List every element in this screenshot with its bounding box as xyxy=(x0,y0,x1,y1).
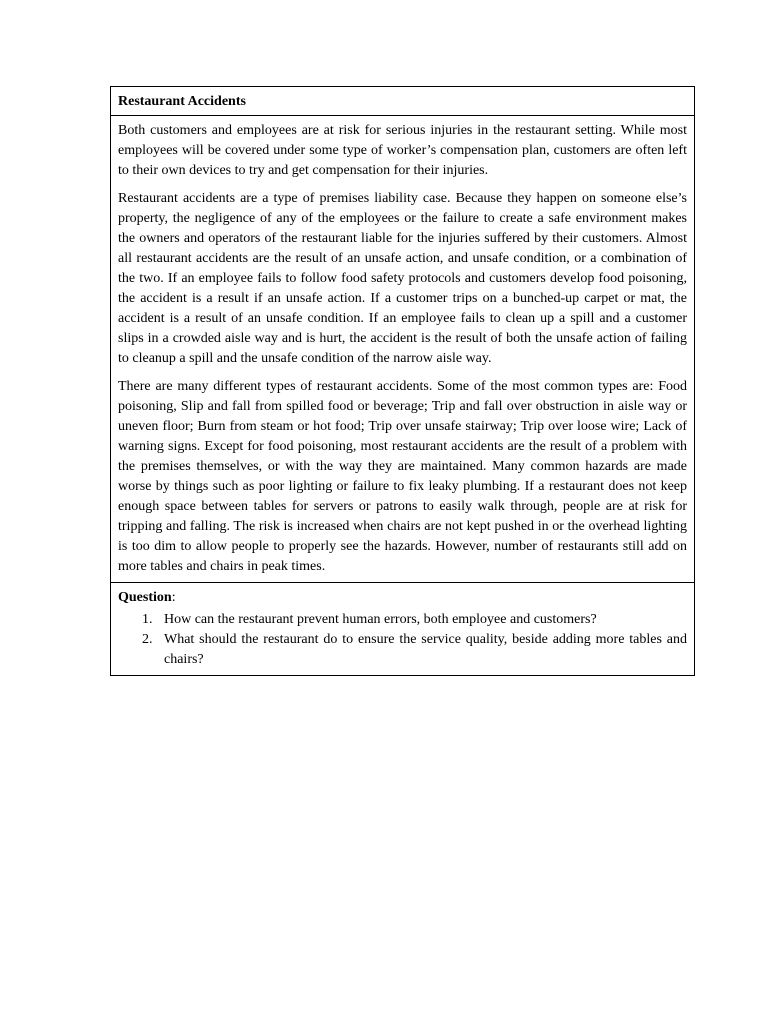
document-title: Restaurant Accidents xyxy=(118,94,246,109)
question-text: What should the restaurant do to ensure the service quality, beside adding more tables and chairs? xyxy=(164,632,687,667)
question-heading xyxy=(118,588,687,608)
paragraph-liability: Restaurant accidents are a type of premises liability case. Because they happen on someone else’s property, the negligence of any of the employees or the failure to create a safe environment makes the owners and operators of the restaurant liable for the injuries suffered by their customers. Almost all restaurant accidents are the result of an unsafe action, and unsafe condition, or a combination of the two. If an employee fails to follow food safety protocols and customers develop food poisoning, the accident is a result if an unsafe action. If a customer trips on a bunched-up carpet or mat, the accident is a result of an unsafe condition. If an employee fails to clean up a spill and a customer slips in a crowded aisle way and is hurt, the accident is the result of both the unsafe action of failing to cleanup a spill and the unsafe condition of the narrow aisle way. xyxy=(118,191,687,366)
questions-cell xyxy=(111,582,694,675)
question-text: How can the restaurant prevent human errors, both employee and customers? xyxy=(164,612,597,627)
question-item xyxy=(118,630,687,670)
body-cell xyxy=(111,115,694,582)
question-colon: : xyxy=(171,590,176,605)
paragraph-accident-types: There are many different types of restaurant accidents. Some of the most common types are: Food poisoning, Slip and fall from spilled food or beverage; Trip and fall over obstruction in aisle way or uneven floor; Burn from steam or hot food; Trip over unsafe stairway; Trip over loose wire; Lack of warning signs. Except for food poisoning, most restaurant accidents are the result of a problem with the premises themselves, or with the way they are maintained. Many common hazards are made worse by things such as poor lighting or failure to fix leaky plumbing. If a restaurant does not keep enough space between tables for servers or patrons to easily walk through, people are at risk for tripping and falling. The risk is increased when chairs are not kept pushed in or the overhead lighting is too dim to allow people to properly see the hazards. However, number of restaurants still add on more tables and chairs in peak times. xyxy=(118,379,687,574)
question-number: 2. xyxy=(142,632,153,647)
case-study-table xyxy=(110,86,695,676)
paragraph-intro: Both customers and employees are at risk for serious injuries in the restaurant setting. While most employees will be covered under some type of worker’s compensation plan, customers are often left to their own devices to try and get compensation for their injuries. xyxy=(118,123,687,178)
question-label: Question xyxy=(118,590,172,605)
question-item xyxy=(118,610,687,630)
title-cell xyxy=(111,87,694,115)
question-list xyxy=(118,610,687,670)
question-number: 1. xyxy=(142,612,153,627)
